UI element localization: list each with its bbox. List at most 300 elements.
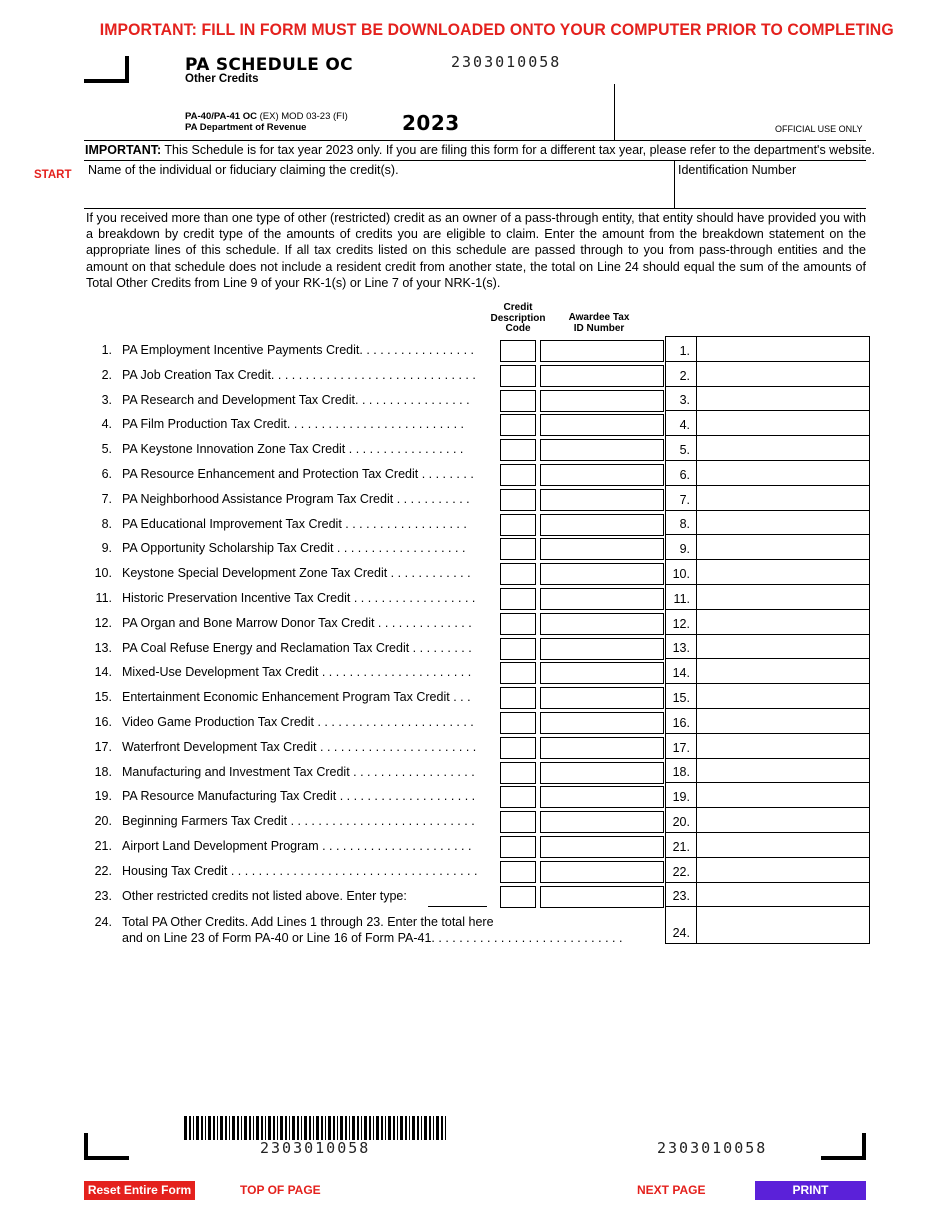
id-number-field[interactable] <box>678 180 867 208</box>
amount-line-cell <box>666 659 697 683</box>
barcode-bar <box>441 1116 443 1140</box>
credit-description-code-header <box>486 303 550 335</box>
amount-line-cell <box>666 734 697 758</box>
important-lead: IMPORTANT: <box>85 143 162 157</box>
barcode-bar <box>292 1116 295 1140</box>
line-number: 4. <box>101 417 112 432</box>
start-marker: START <box>34 169 72 181</box>
form-code <box>185 111 348 133</box>
credit-code-input[interactable] <box>500 414 536 436</box>
official-use-label: OFFICIAL USE ONLY <box>775 124 863 134</box>
line-number: 1. <box>101 343 112 357</box>
amount-line-number: 7. <box>679 492 690 507</box>
credit-amount-input[interactable] <box>698 736 868 756</box>
credit-line-label <box>122 765 494 779</box>
leader-dots: . . . <box>449 690 471 705</box>
barcode-bar <box>393 1116 395 1140</box>
line-number: 10. <box>94 566 112 581</box>
credit-line-label <box>122 839 494 853</box>
line-number: 13. <box>94 640 112 655</box>
credit-line-text: PA Resource Enhancement and Protection Tax Credit <box>122 467 419 481</box>
awardee-id-input[interactable] <box>540 836 664 858</box>
credit-line-text: PA Keystone Innovation Zone Tax Credit <box>122 442 346 457</box>
leader-dots: . . . . . . . . . . . . . . . . . . . . . . . <box>314 715 474 729</box>
leader-dots: . . . . . . . . . . . . . . . . . <box>345 442 464 457</box>
credit-amount-input[interactable] <box>698 364 868 384</box>
credit-line-label <box>122 393 494 407</box>
credit-line-label <box>122 492 494 506</box>
credit-line-text: Waterfront Development Tax Credit <box>122 739 317 754</box>
line-number: 22. <box>94 863 112 878</box>
credit-amount-input[interactable] <box>698 488 868 508</box>
barcode-bar <box>249 1116 251 1140</box>
credit-amount-input[interactable] <box>698 339 868 359</box>
credit-line-text: Manufacturing and Investment Tax Credit <box>122 764 350 779</box>
amount-row <box>666 833 869 858</box>
barcode-bar <box>333 1116 335 1140</box>
amount-row <box>666 659 869 684</box>
form-code-number: PA-40/PA-41 OC <box>185 111 257 122</box>
amount-line-cell <box>666 709 697 733</box>
barcode-bar <box>337 1116 338 1140</box>
amount-row <box>666 461 869 486</box>
barcode-bar <box>273 1116 275 1140</box>
col-head-line: ID Number <box>573 322 625 334</box>
awardee-id-input[interactable] <box>540 514 664 536</box>
barcode-bar <box>400 1116 403 1140</box>
barcode-bar <box>361 1116 362 1140</box>
corner-mark-bottom-right <box>821 1156 866 1160</box>
credit-amount-input[interactable] <box>698 612 868 632</box>
credit-amount-input[interactable] <box>698 785 868 805</box>
amount-line-number: 23. <box>672 889 690 904</box>
barcode-bar <box>417 1116 419 1140</box>
credit-line-label <box>122 368 494 382</box>
leader-dots: . . . . . . . . . . . <box>393 491 470 506</box>
barcode-image <box>184 1116 448 1140</box>
barcode-bar <box>321 1116 323 1140</box>
amount-row <box>666 858 869 883</box>
credit-amount-input[interactable] <box>698 860 868 880</box>
amount-line-number: 16. <box>672 715 690 730</box>
credit-line-text: PA Job Creation Tax Credit. <box>122 367 275 382</box>
top-of-page-link[interactable]: TOP OF PAGE <box>240 1183 321 1197</box>
barcode-bar <box>205 1116 206 1140</box>
barcode-bar <box>316 1116 319 1140</box>
barcode-bar <box>265 1116 266 1140</box>
barcode-bar <box>381 1116 383 1140</box>
credit-code-input[interactable] <box>500 638 536 660</box>
credit-amount-input[interactable] <box>698 637 868 657</box>
credit-code-input[interactable] <box>500 538 536 560</box>
amount-line-cell <box>666 337 697 361</box>
credit-code-input[interactable] <box>500 811 536 833</box>
amount-line-cell <box>666 585 697 609</box>
credit-code-input[interactable] <box>500 588 536 610</box>
amount-line-number: 11. <box>673 591 690 606</box>
scan-number-barcode: 2303010058 <box>260 1139 371 1157</box>
credit-code-input[interactable] <box>500 687 536 709</box>
leader-dots: . . . . . . . . . . . . . . . . . . <box>341 516 467 531</box>
line-24-text-2 <box>122 931 622 945</box>
barcode-bar <box>429 1116 431 1140</box>
barcode-bar <box>385 1116 386 1140</box>
credit-line-text: Mixed-Use Development Tax Credit <box>122 665 319 680</box>
line-number: 23. <box>94 888 112 903</box>
credit-line-label <box>122 517 494 531</box>
awardee-tax-id-header <box>560 313 638 334</box>
leader-dots: . . . . . . . . . . . . . . . . . . . . . . <box>318 839 472 853</box>
next-page-link[interactable]: NEXT PAGE <box>637 1183 706 1197</box>
important-text: This Schedule is for tax year 2023 only. If you are filing this form for a different tax year, please refer to the department's website. <box>161 143 876 157</box>
corner-mark-bottom-left <box>84 1156 129 1160</box>
credit-line-label <box>122 641 494 655</box>
credit-line-text: Historic Preservation Incentive Tax Credit <box>122 591 351 605</box>
barcode-bar <box>232 1116 235 1140</box>
credit-amount-input[interactable] <box>698 587 868 607</box>
credit-line-label <box>122 541 494 555</box>
leader-dots: . . . . . . . . . . . . . . . . . . . . <box>336 789 476 804</box>
barcode-bar <box>304 1116 307 1140</box>
awardee-id-input[interactable] <box>540 340 664 362</box>
credit-line-text: PA Employment Incentive Payments Credit. <box>122 343 363 357</box>
col-head-line: Code <box>505 323 531 334</box>
amount-line-cell <box>666 808 697 832</box>
credit-code-input[interactable] <box>500 861 536 883</box>
divider <box>84 140 866 141</box>
credit-line-text: PA Neighborhood Assistance Program Tax Credit <box>122 491 394 506</box>
line-number: 7. <box>101 491 112 506</box>
amount-line-cell <box>666 387 697 411</box>
id-number-field-label: Identification Number <box>678 163 797 177</box>
barcode-bar <box>297 1116 299 1140</box>
amount-line-number: 1. <box>679 343 690 358</box>
amount-row <box>666 759 869 784</box>
awardee-id-input[interactable] <box>540 489 664 511</box>
leader-dots: . . . . . . . . . <box>409 640 472 655</box>
amount-line-cell <box>666 411 697 435</box>
corner-mark-top-left-v <box>125 56 129 83</box>
amount-row <box>666 734 869 759</box>
amount-line-number: 2. <box>679 368 690 383</box>
col-head-line: Credit <box>503 302 533 313</box>
leader-dots: . . . . . . . . . . . . . . . . . . . . . . . . . . . . . <box>274 367 476 382</box>
corner-mark-bottom-right-v <box>862 1133 866 1160</box>
awardee-id-input[interactable] <box>540 613 664 635</box>
awardee-id-input[interactable] <box>540 638 664 660</box>
barcode-bar <box>436 1116 439 1140</box>
form-subtitle: Other Credits <box>185 73 259 85</box>
line-24-text-2-content: and on Line 23 of Form PA-40 or Line 16 of Form PA-41. <box>122 931 435 945</box>
awardee-id-input[interactable] <box>540 712 664 734</box>
barcode-bar <box>424 1116 427 1140</box>
credit-amount-input[interactable] <box>698 513 868 533</box>
barcode-bar <box>325 1116 326 1140</box>
credit-line-label <box>122 690 494 704</box>
credit-line-label <box>122 616 494 630</box>
credit-code-input[interactable] <box>500 489 536 511</box>
amount-line-number: 18. <box>672 765 690 780</box>
credit-amount-input[interactable] <box>698 885 868 905</box>
credit-code-input[interactable] <box>500 563 536 585</box>
awardee-id-input[interactable] <box>540 464 664 486</box>
awardee-id-input[interactable] <box>540 414 664 436</box>
barcode-bar <box>256 1116 259 1140</box>
line-number: 12. <box>94 615 112 630</box>
amount-line-number: 19. <box>672 790 690 805</box>
barcode-bar <box>421 1116 422 1140</box>
barcode-bar <box>397 1116 398 1140</box>
barcode-bar <box>217 1116 218 1140</box>
line-number: 5. <box>101 442 112 457</box>
amount-line-number: 6. <box>679 467 690 482</box>
amount-row <box>666 511 869 536</box>
amount-line-number: 5. <box>679 442 690 457</box>
awardee-id-input[interactable] <box>540 811 664 833</box>
official-use-divider <box>614 84 615 140</box>
credit-amount-input[interactable] <box>698 389 868 409</box>
amount-line-number: 3. <box>679 393 690 408</box>
leader-dots: . . . . . . . . . . . . . . . . . . <box>349 764 475 779</box>
important-notice <box>85 143 875 157</box>
awardee-id-input[interactable] <box>540 365 664 387</box>
corner-mark-top-left <box>84 79 129 83</box>
credit-code-input[interactable] <box>500 762 536 784</box>
awardee-id-input[interactable] <box>540 538 664 560</box>
credit-line-text: PA Coal Refuse Energy and Reclamation Tax Credit <box>122 640 410 655</box>
department-name: PA Department of Revenue <box>185 122 307 133</box>
barcode-bar <box>213 1116 215 1140</box>
name-field-label: Name of the individual or fiduciary claiming the credit(s). <box>88 163 399 177</box>
awardee-id-input[interactable] <box>540 786 664 808</box>
leader-dots: . . . . . . . . . . . . . . . . . . . . . . . . . . . <box>434 931 623 945</box>
credit-amount-input[interactable] <box>698 413 868 433</box>
leader-dots: . . . . . . . . . . . . . . . . . . . . . . . . . <box>290 417 465 432</box>
credit-code-input[interactable] <box>500 836 536 858</box>
credit-line-text: Other restricted credits not listed above. Enter type: <box>122 888 407 903</box>
credit-code-input[interactable] <box>500 365 536 387</box>
amount-line-cell <box>666 535 697 559</box>
amount-row <box>666 362 869 387</box>
credit-code-input[interactable] <box>500 737 536 759</box>
amount-line-number: 10. <box>672 566 690 581</box>
credit-amount-input[interactable] <box>698 810 868 830</box>
credit-line-text: Airport Land Development Program <box>122 839 319 853</box>
form-code-revision: (EX) MOD 03-23 (FI) <box>256 111 348 122</box>
amount-row <box>666 808 869 833</box>
amount-row <box>666 883 869 908</box>
leader-dots: . . . . . . . . . . . . <box>387 566 471 581</box>
amount-row <box>666 684 869 709</box>
amount-line-cell <box>666 486 697 510</box>
leader-dots: . . . . . . . . . . . . . . . . . . . . . . . . . . . <box>287 814 475 829</box>
amount-line-cell <box>666 560 697 584</box>
credit-code-input[interactable] <box>500 464 536 486</box>
barcode-bar <box>369 1116 371 1140</box>
credit-line-text: PA Film Production Tax Credit. <box>122 417 291 432</box>
barcode-bar <box>433 1116 434 1140</box>
barcode-bar <box>289 1116 290 1140</box>
line-24-text: Total PA Other Credits. Add Lines 1 through 23. Enter the total here <box>122 915 494 929</box>
credit-amount-input[interactable] <box>698 686 868 706</box>
line-number: 19. <box>94 789 112 804</box>
barcode-bar <box>357 1116 359 1140</box>
credit-line-label <box>122 591 494 605</box>
credit-line-label <box>122 566 494 580</box>
col-head-line: Description <box>490 312 546 324</box>
credit-line-text: Keystone Special Development Zone Tax Credit <box>122 566 388 581</box>
leader-dots: . . . . . . . . . . . . . . . . . . . . . . . <box>316 739 477 754</box>
barcode-bar <box>328 1116 331 1140</box>
corner-mark-bottom-left-v <box>84 1133 88 1160</box>
amount-line-number: 24. <box>672 926 690 941</box>
barcode-bar <box>364 1116 367 1140</box>
leader-dots: . . . . . . . . . . . . . . . . . . <box>350 591 476 605</box>
credit-amount-input[interactable] <box>698 562 868 582</box>
line-number: 21. <box>94 839 112 853</box>
credit-line-text: PA Organ and Bone Marrow Donor Tax Credit <box>122 615 375 630</box>
leader-dots: . . . . . . . . . . . . . . . . <box>358 392 470 407</box>
barcode-bar <box>229 1116 230 1140</box>
divider <box>84 160 866 161</box>
barcode-bar <box>225 1116 227 1140</box>
barcode-bar <box>313 1116 314 1140</box>
amount-row <box>666 436 869 461</box>
credit-amount-input[interactable] <box>698 463 868 483</box>
barcode-bar <box>189 1116 191 1140</box>
credit-amount-input[interactable] <box>698 661 868 681</box>
credit-line-label <box>122 442 494 456</box>
barcode-bar <box>301 1116 302 1140</box>
amount-row <box>666 387 869 412</box>
print-button[interactable]: PRINT <box>755 1181 866 1200</box>
amount-line-number: 15. <box>672 690 690 705</box>
credit-amount-input[interactable] <box>698 835 868 855</box>
credit-code-input[interactable] <box>500 439 536 461</box>
barcode-bar <box>412 1116 415 1140</box>
credit-line-label <box>122 467 494 481</box>
barcode-bar <box>193 1116 194 1140</box>
credit-amount-input[interactable] <box>698 711 868 731</box>
credit-code-input[interactable] <box>500 712 536 734</box>
barcode-bar <box>184 1116 187 1140</box>
awardee-id-input[interactable] <box>540 439 664 461</box>
credit-line-text: Video Game Production Tax Credit <box>122 715 315 729</box>
tax-year: 2023 <box>402 111 460 135</box>
credit-code-input[interactable] <box>500 886 536 908</box>
amount-line-cell <box>666 362 697 386</box>
credit-line-text: Beginning Farmers Tax Credit <box>122 814 288 829</box>
barcode-bar <box>220 1116 223 1140</box>
credit-line-label <box>122 814 494 828</box>
amount-row <box>666 486 869 511</box>
amount-line-number: 14. <box>672 666 690 681</box>
barcode-bar <box>277 1116 278 1140</box>
amount-row <box>666 783 869 808</box>
credit-line-label <box>122 715 494 729</box>
amount-line-cell <box>666 783 697 807</box>
barcode-bar <box>349 1116 350 1140</box>
amount-row <box>666 411 869 436</box>
awardee-id-input[interactable] <box>540 861 664 883</box>
line-number: 3. <box>101 392 112 407</box>
amount-row <box>666 610 869 635</box>
credit-amount-input[interactable] <box>698 761 868 781</box>
credit-code-input[interactable] <box>500 340 536 362</box>
scan-number-bottom: 2303010058 <box>657 1139 768 1157</box>
barcode-bar <box>208 1116 211 1140</box>
amount-row <box>666 560 869 585</box>
awardee-id-input[interactable] <box>540 662 664 684</box>
credit-code-input[interactable] <box>500 786 536 808</box>
amount-line-number: 21. <box>672 839 690 854</box>
credit-amount-input[interactable] <box>698 438 868 458</box>
leader-dots: . . . . . . . . <box>418 467 474 481</box>
leader-dots: . . . . . . . . . . . . . . . . . . . . . . <box>318 665 472 680</box>
credit-code-input[interactable] <box>500 613 536 635</box>
other-credit-type-input[interactable] <box>428 890 487 907</box>
credit-line-label <box>122 343 494 357</box>
barcode-bar <box>196 1116 199 1140</box>
amount-line-cell <box>666 461 697 485</box>
reset-form-button[interactable]: Reset Entire Form <box>84 1181 195 1200</box>
name-field[interactable] <box>88 180 672 208</box>
barcode-bar <box>237 1116 239 1140</box>
awardee-id-input[interactable] <box>540 687 664 709</box>
awardee-id-input[interactable] <box>540 390 664 412</box>
credit-amount-input[interactable] <box>698 537 868 557</box>
credit-code-input[interactable] <box>500 390 536 412</box>
amount-line-cell <box>666 759 697 783</box>
line-number: 9. <box>101 541 112 556</box>
barcode-bar <box>405 1116 407 1140</box>
amount-line-cell <box>666 511 697 535</box>
amount-line-number: 9. <box>679 542 690 557</box>
credit-code-input[interactable] <box>500 514 536 536</box>
credit-code-input[interactable] <box>500 662 536 684</box>
barcode-bar <box>409 1116 410 1140</box>
line-number: 18. <box>94 764 112 779</box>
amount-line-cell <box>666 833 697 857</box>
awardee-id-input[interactable] <box>540 563 664 585</box>
amount-line-cell <box>666 907 697 943</box>
awardee-id-input[interactable] <box>540 588 664 610</box>
amount-line-cell <box>666 635 697 659</box>
barcode-bar <box>309 1116 311 1140</box>
barcode-bar <box>268 1116 271 1140</box>
line-number: 14. <box>94 665 112 680</box>
line-number: 8. <box>101 516 112 531</box>
amount-line-number: 20. <box>672 814 690 829</box>
credit-line-text: Housing Tax Credit <box>122 863 228 878</box>
barcode-bar <box>373 1116 374 1140</box>
credit-line-text: PA Research and Development Tax Credit. <box>122 392 359 407</box>
awardee-id-input[interactable] <box>540 737 664 759</box>
total-other-credits-input[interactable] <box>698 915 868 935</box>
line-number: 16. <box>94 715 112 729</box>
leader-dots: . . . . . . . . . . . . . . . . . . . <box>333 541 466 556</box>
barcode-bar <box>201 1116 203 1140</box>
line-number: 6. <box>101 467 112 481</box>
awardee-id-input[interactable] <box>540 886 664 908</box>
credit-line-label <box>122 665 494 679</box>
download-warning-banner: IMPORTANT: FILL IN FORM MUST BE DOWNLOADED ONTO YOUR COMPUTER PRIOR TO COMPLETING <box>99 20 894 39</box>
line-number: 20. <box>94 814 112 829</box>
barcode-bar <box>285 1116 287 1140</box>
amount-line-number: 22. <box>672 864 690 879</box>
field-separator <box>674 161 675 209</box>
awardee-id-input[interactable] <box>540 762 664 784</box>
